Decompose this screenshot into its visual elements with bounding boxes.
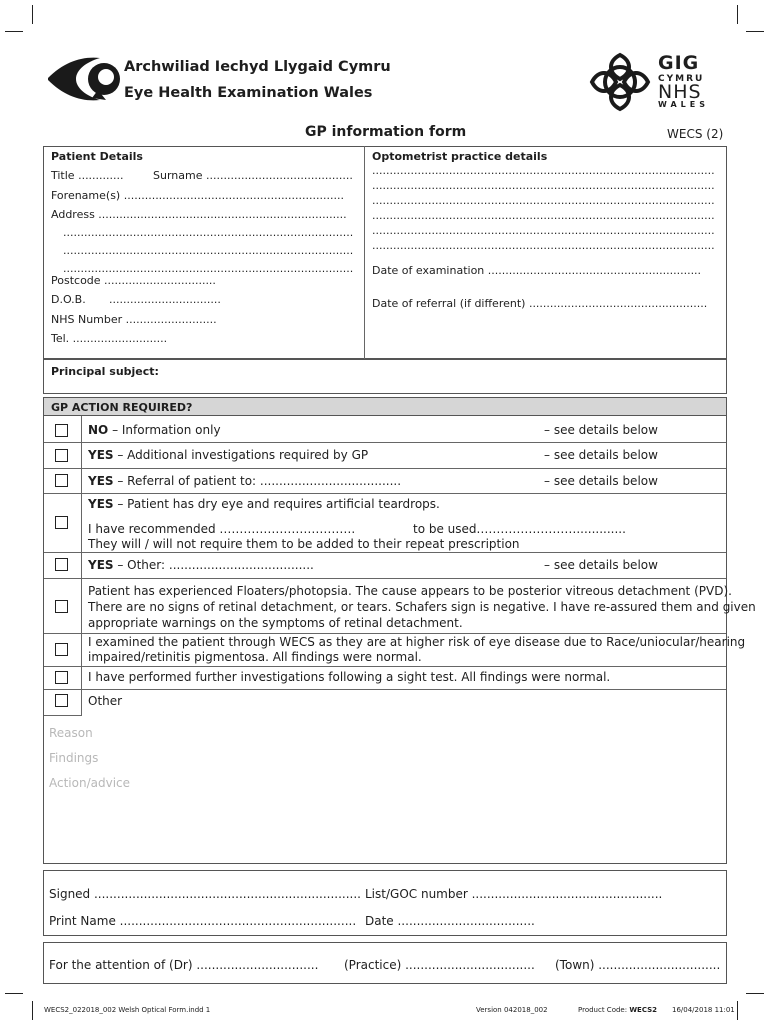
nhs-logo-nhs: NHS [658,81,702,103]
checkbox-floaters[interactable] [55,600,68,613]
practice-line[interactable]: .................................................................................................. [372,224,715,237]
exam-date-field[interactable]: Date of examination ............................................................. [372,264,702,277]
option-yes-bold: YES [88,448,114,462]
option-investigations [88,448,368,462]
see-details-label: – see details below [544,448,658,462]
address-field[interactable]: Address ....................................................................... [51,208,347,221]
row-divider [44,442,726,443]
nhs-logo-wales: WALES [658,100,709,109]
attention-dr-field[interactable]: For the attention of (Dr) ................................ [49,958,319,972]
address-line[interactable]: ................................................................................... [63,262,354,275]
gp-action-heading: GP ACTION REQUIRED? [51,401,193,414]
patient-details-heading: Patient Details [51,150,143,163]
checkbox-wecs[interactable] [55,643,68,656]
row-divider [44,715,82,716]
crop-mark [32,1001,33,1020]
details-divider [364,146,365,359]
checkbox-referral[interactable] [55,474,68,487]
option-yes-bold: YES [88,558,114,572]
row-divider [44,633,726,634]
action-advice-label[interactable]: Action/advice [49,776,131,790]
row-divider [44,666,726,667]
practice-line[interactable]: .................................................................................................. [372,164,715,177]
crop-mark [737,5,738,24]
see-details-label: – see details below [544,558,658,572]
crop-mark [746,31,764,32]
findings-label[interactable]: Findings [49,751,99,765]
row-divider [44,689,726,690]
see-details-label: – see details below [544,423,658,437]
checkbox-other[interactable] [55,694,68,707]
wecs-line-2: impaired/retinitis pigmentosa. All findings were normal. [88,650,422,664]
attention-practice-field[interactable]: (Practice) .................................. [344,958,535,972]
form-title: GP information form [305,124,467,140]
floaters-line-1: Patient has experienced Floaters/photopsia. The cause appears to be posterior vitreous detachment (PVD). [88,584,732,598]
option-yes-other [88,558,314,572]
row-divider [44,493,726,494]
nhs-logo-gig: GIG [658,52,700,74]
form-code: WECS (2) [667,127,724,141]
footer-product-code: WECS2 [629,1006,658,1014]
footer-product-label: Product Code: [578,1006,628,1014]
floaters-line-3: appropriate warnings on the symptoms of retinal detachment. [88,616,463,630]
address-line[interactable]: ................................................................................... [63,226,354,239]
postcode-field[interactable]: Postcode ................................ [51,274,216,287]
title-field[interactable]: Title ............. [51,169,124,182]
crop-mark [32,5,33,24]
other-label: Other [88,694,123,708]
checkbox-yes-other[interactable] [55,558,68,571]
option-yes-bold: YES [88,474,114,488]
optometrist-heading: Optometrist practice details [372,150,548,163]
prescription-note: They will / will not require them to be added to their repeat prescription [88,537,520,551]
footer-file: WECS2_022018_002 Welsh Optical Form.indd 1 [44,1006,211,1014]
footer-date: 16/04/2018 11:01 [672,1006,735,1014]
to-be-used-field[interactable]: to be used.……………………............. [413,522,626,536]
wecs-line-1: I examined the patient through WECS as they are at higher risk of eye disease due to Race/uniocular/hearing [88,635,746,649]
crop-mark [5,993,23,994]
option-dry-eye [88,497,440,511]
celtic-knot-icon [588,51,652,113]
title-english: Eye Health Examination Wales [124,85,373,101]
principal-subject-label: Principal subject: [51,365,159,378]
option-referral [88,474,401,488]
print-name-field[interactable]: Print Name .............................................................. [49,914,357,928]
option-referral-text[interactable]: – Referral of patient to: ..................................... [113,474,402,488]
option-investigations-text: – Additional investigations required by GP [113,448,369,462]
list-goc-field[interactable]: List/GOC number .................................................. [365,887,663,901]
nhs-number-field[interactable]: NHS Number .......................... [51,313,217,326]
option-dry-eye-text: – Patient has dry eye and requires artificial teardrops. [113,497,440,511]
practice-line[interactable]: .................................................................................................. [372,179,715,192]
checkbox-column-divider [81,416,82,715]
practice-line[interactable]: .................................................................................................. [372,239,715,252]
floaters-line-2: There are no signs of retinal detachment, or tears. Schafers sign is negative. I have re-assured them and given [88,600,756,614]
crop-mark [737,1001,738,1020]
checkbox-investigations[interactable] [55,449,68,462]
eye-logo-icon [46,52,122,106]
checkbox-dry-eye[interactable] [55,516,68,529]
option-yes-other-text[interactable]: – Other: ...................................... [113,558,314,572]
referral-date-field[interactable]: Date of referral (if different) ................................................... [372,297,708,310]
row-divider [44,468,726,469]
recommended-field[interactable]: I have recommended ……………………………. [88,522,356,536]
practice-line[interactable]: .................................................................................................. [372,209,715,222]
see-details-label: – see details below [544,474,658,488]
footer-product [578,1006,657,1014]
signed-field[interactable]: Signed ...................................................................... [49,887,361,901]
checkbox-further-investigations[interactable] [55,671,68,684]
attention-town-field[interactable]: (Town) ................................ [555,958,721,972]
checkbox-no-info[interactable] [55,424,68,437]
row-divider [44,578,726,579]
tel-field[interactable]: Tel. ........................... [51,332,168,345]
title-welsh: Archwiliad Iechyd Llygaid Cymru [124,59,391,75]
crop-mark [746,993,764,994]
footer-version: Version 042018_002 [476,1006,548,1014]
nhs-logo-cymru: CYMRU [658,74,705,84]
further-investigations-text: I have performed further investigations following a sight test. All findings were normal. [88,670,611,684]
address-line[interactable]: ................................................................................... [63,244,354,257]
dob-label: D.O.B. [51,293,86,306]
dob-field[interactable]: ................................ [109,293,221,306]
surname-field[interactable]: Surname .......................................... [153,169,353,182]
date-field[interactable]: Date .................................... [365,914,535,928]
option-yes-bold: YES [88,497,114,511]
option-no-info [88,423,221,437]
reason-label[interactable]: Reason [49,726,93,740]
forename-field[interactable]: Forename(s) ............................................................... [51,189,345,202]
option-no-text: – Information only [108,423,221,437]
row-divider [44,552,726,553]
option-no-bold: NO [88,423,109,437]
practice-line[interactable]: .................................................................................................. [372,194,715,207]
crop-mark [5,31,23,32]
